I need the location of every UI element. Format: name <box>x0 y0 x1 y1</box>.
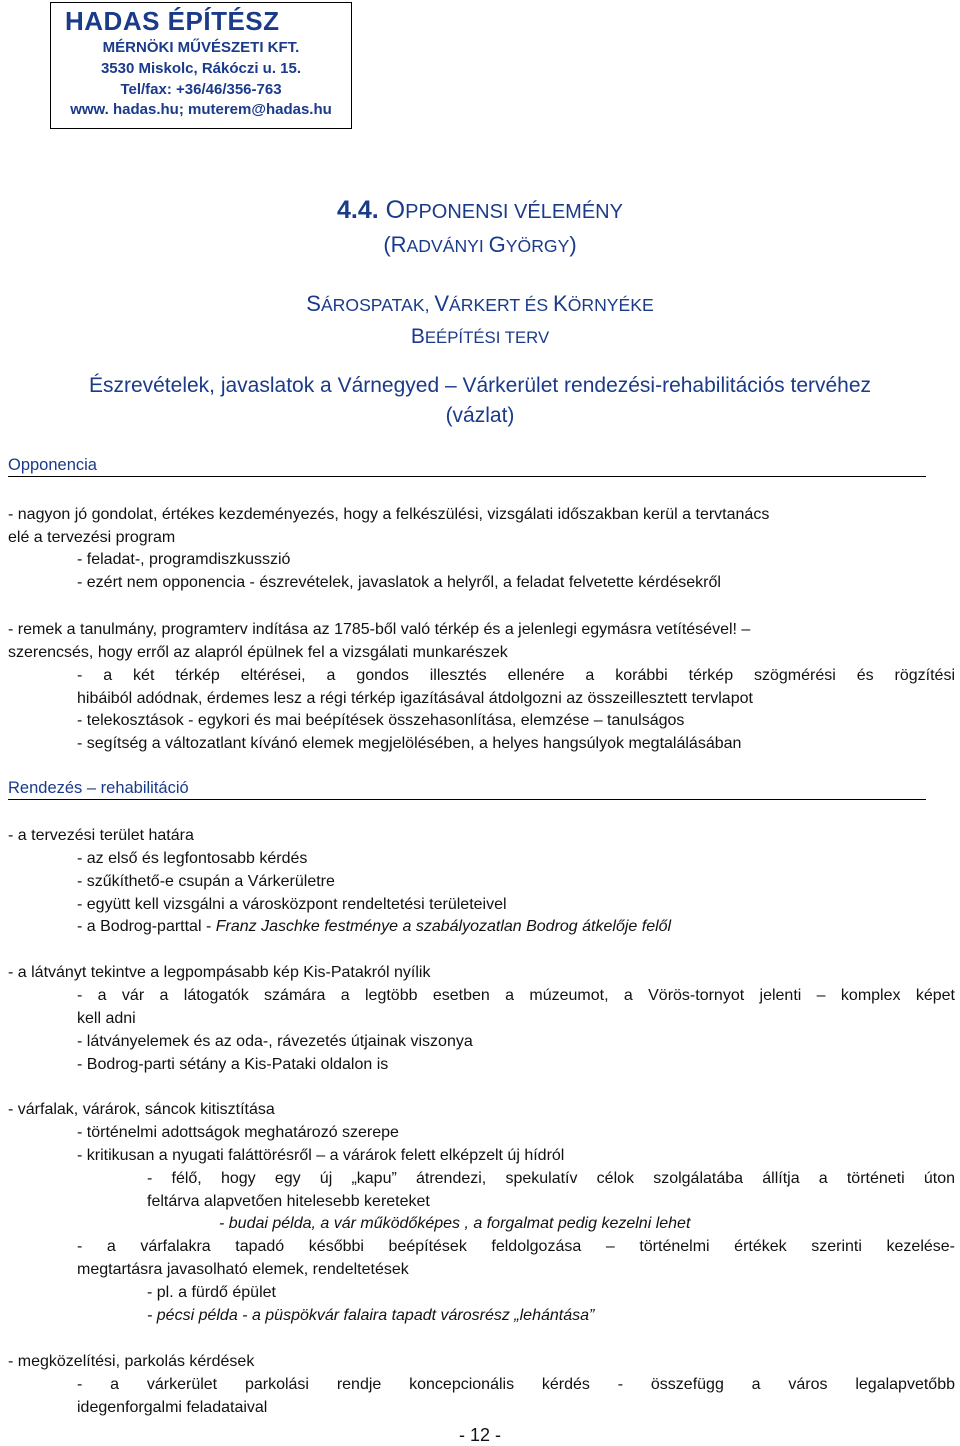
document-title <box>0 196 960 225</box>
text-line: - budai példa, a vár működőképes , a forgalmat pedig kezelni lehet <box>219 1215 691 1232</box>
title-heading-first: O <box>385 196 406 224</box>
text-line: - pécsi példa - a püspökvár falaira tapadt városrész „lehántása” <box>147 1307 595 1324</box>
text-segment-italic: Franz Jaschke festménye a szabályozatlan Bodrog átkelője felől <box>215 918 672 935</box>
text-line: - feladat-, programdiszkusszió <box>77 551 291 568</box>
text-line: - telekosztások - egykori és mai beépítések összehasonlítása, elemzése – tanulságos <box>77 712 685 729</box>
text-line: - várfalak, várárok, sáncok kitisztítása <box>8 1101 275 1118</box>
project-k: K <box>553 291 568 316</box>
project-part1: ÁROSPATAK, <box>320 295 435 315</box>
text-line: elé a tervezési program <box>8 529 176 546</box>
text-line: szerencsés, hogy erről az alapról épülnek fel a vizsgálati munkarészek <box>8 644 508 661</box>
text-segment: - a Bodrog-parttal - <box>77 918 216 935</box>
text-line: - nagyon jó gondolat, értékes kezdeményezés, hogy a felkészülési, vizsgálati időszakban kerül a tervtanács <box>8 506 770 523</box>
company-header-box <box>50 2 352 129</box>
text-line: - ezért nem opponencia - észrevételek, javaslatok a helyről, a feladat felvetette kérdésekről <box>77 574 721 591</box>
firm-subtitle: MÉRNÖKI MŰVÉSZETI KFT. <box>102 39 300 56</box>
text-line: - a várfalakra tapadó későbbi beépítések feldolgozása – történelmi értékek szerinti kezelése- <box>77 1238 955 1255</box>
plan-b: B <box>410 325 425 348</box>
author-line <box>0 232 960 258</box>
text-line: - együtt kell vizsgálni a városközpont rendeltetési területeivel <box>77 896 507 913</box>
author-part2: YÖRGY <box>505 236 570 256</box>
text-line: feltárva alapvetően hitelesebb kereteket <box>147 1193 430 1210</box>
author-initial: G <box>488 232 506 257</box>
plan-rest: EÉPÍTÉSI TERV <box>424 328 550 347</box>
section-opponencia: Opponencia <box>8 456 97 474</box>
text-line: - történelmi adottságok meghatározó szerepe <box>77 1124 399 1141</box>
project-v: V <box>434 291 450 316</box>
text-line: - a vár a látogatók számára a legtöbb esetben a múzeumot, a Vörös-tornyot jelenti – komplex képet <box>77 987 955 1004</box>
text-line: - a látványt tekintve a legpompásabb kép Kis-Patakról nyílik <box>8 964 431 981</box>
text-line: - a két térkép eltérései, a gondos illesztés ellenére a korábbi térkép szögmérési és rögzítési <box>77 667 955 684</box>
text-line: - megközelítési, parkolás kérdések <box>8 1353 255 1370</box>
text-line: - félő, hogy egy új „kapu” átrendezi, spekulatív célok szolgálatába állítja a történeti úton <box>147 1170 955 1187</box>
text-line: kell adni <box>77 1010 136 1027</box>
text-line: - remek a tanulmány, programterv indítása az 1785-ből való térkép és a jelenlegi egymásra vetítésével! – <box>8 621 751 638</box>
author-close: ) <box>569 232 577 257</box>
section-rendezes: Rendezés – rehabilitáció <box>8 779 189 797</box>
project-part2: ÁRKERT ÉS <box>449 295 554 315</box>
title-number: 4.4. <box>337 196 379 224</box>
page-number: - 12 - <box>458 1425 501 1445</box>
text-line: - pl. a fürdő épület <box>147 1284 276 1301</box>
text-line: - segítség a változatlant kívánó elemek megjelölésében, a helyes hangsúlyok megtalálásában <box>77 735 742 752</box>
firm-address: 3530 Miskolc, Rákóczi u. 15. <box>100 60 302 77</box>
subtitle-draft: (vázlat) <box>445 404 515 427</box>
project-title <box>0 291 960 317</box>
firm-phone: Tel/fax: +36/46/356-763 <box>120 81 282 98</box>
author-open: (R <box>383 232 407 257</box>
plan-title <box>0 325 960 349</box>
text-line: - kritikusan a nyugati faláttörésről – a várárok felett elképzelt új hídról <box>77 1147 565 1164</box>
text-line: - az első és legfontosabb kérdés <box>77 850 308 867</box>
project-part3: ÖRNYÉKE <box>567 295 654 315</box>
firm-name: HADAS ÉPÍTÉSZ <box>65 6 280 36</box>
title-heading-rest: PPONENSI VÉLEMÉNY <box>405 201 623 223</box>
section-rule-rendezes <box>8 799 926 800</box>
text-line: hibáiból adódnak, érdemes lesz a régi térkép igazításával átdolgozni az összeillesztett tervlapot <box>77 690 753 707</box>
text-line: - szűkíthető-e csupán a Várkerületre <box>77 873 335 890</box>
project-s: S <box>306 291 321 316</box>
text-line: - a várkerület parkolási rendje koncepcionális kérdés - összefügg a város legalapvetőbb <box>77 1376 955 1393</box>
text-line: idegenforgalmi feladataival <box>77 1399 268 1416</box>
text-line: - Bodrog-parti sétány a Kis-Pataki oldalon is <box>77 1056 389 1073</box>
firm-web: www. hadas.hu; muterem@hadas.hu <box>70 101 332 118</box>
author-part1: ADVÁNYI <box>406 236 489 256</box>
text-line <box>77 917 671 937</box>
text-line: - látványelemek és az oda-, rávezetés útjainak viszonya <box>77 1033 473 1050</box>
text-line: megtartásra javasolható elemek, rendeltetések <box>77 1261 409 1278</box>
section-rule-opponencia <box>8 476 926 477</box>
subtitle: Észrevételek, javaslatok a Várnegyed – Várkerület rendezési-rehabilitációs tervéhez <box>88 374 872 397</box>
text-line: - a tervezési terület határa <box>8 827 194 844</box>
